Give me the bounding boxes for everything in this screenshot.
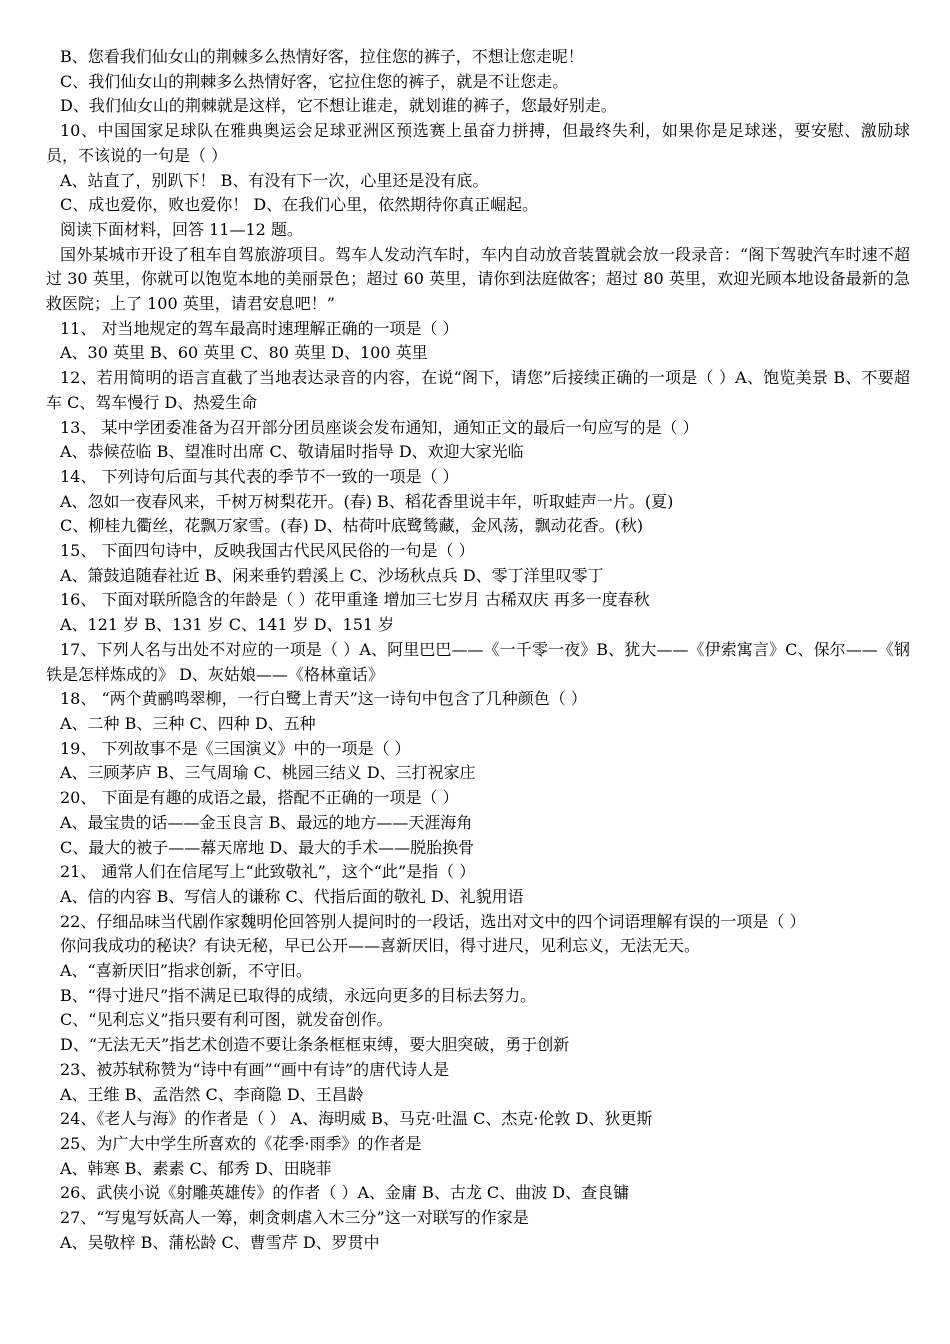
text-line: 14、 下列诗句后面与其代表的季节不一致的一项是（ ）: [60, 466, 459, 486]
text-line: A、信的内容 B、写信人的谦称 C、代指后面的敬礼 D、礼貌用语: [60, 886, 524, 906]
text-line: C、最大的被子——幕天席地 D、最大的手术——脱胎换骨: [60, 837, 475, 857]
text-line: C、我们仙女山的荆棘多么热情好客，它拉住您的裤子，就是不让您走。: [60, 71, 569, 91]
text-line: C、“见利忘义”指只要有利可图，就发奋创作。: [60, 1010, 393, 1030]
text-line: B、您看我们仙女山的荆棘多么热情好客，拉住您的裤子，不想让您走呢！: [60, 47, 584, 66]
text-line: D、我们仙女山的荆棘就是这样，它不想让谁走，就划谁的裤子，您最好别走。: [60, 96, 617, 116]
text-line: D、“无法无天”指艺术创造不要让条条框框束缚，要大胆突破，勇于创新: [60, 1035, 570, 1055]
text-line: 13、 某中学团委准备为召开部分团员座谈会发布通知，通知正文的最后一句应写的是（ ）: [60, 417, 699, 437]
text-line: 22、仔细品味当代剧作家魏明伦回答别人提问时的一段话，选出对文中的四个词语理解有误的一项是（ ）: [60, 911, 806, 931]
text-line: 20、 下面是有趣的成语之最，搭配不正确的一项是（ ）: [60, 788, 459, 808]
text-line: 16、 下面对联所隐含的年龄是（ ）花甲重逢 增加三七岁月 古稀双庆 再多一度春秋: [60, 590, 650, 610]
text-line: A、“喜新厌旧”指求创新，不守旧。: [60, 961, 312, 981]
text-line: 15、 下面四句诗中，反映我国古代民风民俗的一句是（ ）: [60, 541, 475, 561]
document-body: [46, 45, 910, 1255]
text-line: 12、若用简明的语言直截了当地表达录音的内容，在说“阁下，请您”后接续正确的一项是（ ）A、饱览美景 B、不要超车 C、驾车慢行 D、热爱生命: [46, 368, 910, 412]
text-line: A、121 岁 B、131 岁 C、141 岁 D、151 岁: [60, 615, 395, 635]
text-line: 26、武侠小说《射雕英雄传》的作者（ ）A、金庸 B、古龙 C、曲波 D、查良镛: [60, 1183, 630, 1203]
text-line: 国外某城市开设了租车自驾旅游项目。驾车人发动汽车时，车内自动放音装置就会放一段录音：“阁下驾驶汽车时速不超过 30 英里，你就可以饱览本地的美丽景色；超过 60 英里，请你到法庭做客；超过 80 英里，欢迎光顾本地设备最新的急救医院；上了 100 英里，请君安息吧！”: [46, 244, 910, 314]
text-line: 18、 “两个黄鹂鸣翠柳，一行白鹭上青天”这一诗句中包含了几种颜色（ ）: [60, 689, 587, 709]
text-line: A、忽如一夜春风来，千树万树梨花开。(春) B、稻花香里说丰年，听取蛙声一片。(夏): [60, 491, 674, 511]
text-line: B、“得寸进尺”指不满足已取得的成绩，永远向更多的目标去努力。: [60, 985, 537, 1005]
text-line: A、王维 B、孟浩然 C、李商隐 D、王昌龄: [60, 1084, 364, 1104]
text-line: A、韩寒 B、素素 C、郁秀 D、田晓菲: [60, 1158, 332, 1178]
text-line: 19、 下列故事不是《三国演义》中的一项是（ ）: [60, 738, 411, 758]
text-line: A、箫鼓追随春社近 B、闲来垂钓碧溪上 C、沙场秋点兵 D、零丁洋里叹零丁: [60, 565, 604, 585]
text-line: C、成也爱你，败也爱你！ D、在我们心里，依然期待你真正崛起。: [60, 195, 539, 215]
text-line: A、二种 B、三种 C、四种 D、五种: [60, 713, 316, 733]
text-line: A、30 英里 B、60 英里 C、80 英里 D、100 英里: [60, 343, 428, 363]
text-line: 11、 对当地规定的驾车最高时速理解正确的一项是（ ）: [60, 318, 459, 338]
text-line: C、柳桂九衢丝，花飘万家雪。(春) D、枯荷叶底鹭鸶藏，金风荡，飘动花香。(秋): [60, 516, 644, 536]
text-line: A、最宝贵的话——金玉良言 B、最远的地方——天涯海角: [60, 812, 473, 832]
text-line: 23、被苏轼称赞为“诗中有画”“画中有诗”的唐代诗人是: [60, 1059, 450, 1079]
text-line: A、吴敬梓 B、蒲松龄 C、曹雪芹 D、罗贯中: [60, 1232, 380, 1252]
text-line: 阅读下面材料，回答 11—12 题。: [60, 219, 303, 239]
text-line: 21、 通常人们在信尾写上“此致敬礼”，这个“此”是指（ ）: [60, 862, 476, 882]
text-line: A、三顾茅庐 B、三气周瑜 C、桃园三结义 D、三打祝家庄: [60, 763, 476, 783]
text-line: A、站直了，别趴下！ B、有没有下一次，心里还是没有底。: [60, 170, 489, 190]
text-line: 17、下列人名与出处不对应的一项是（ ）A、阿里巴巴——《一千零一夜》B、犹大——《伊索寓言》C、保尔——《钢铁是怎样炼成的》 D、灰姑娘——《格林童话》: [46, 639, 910, 684]
text-line: 10、中国国家足球队在雅典奥运会足球亚洲区预选赛上虽奋力拼搏，但最终失利，如果你是足球迷，要安慰、激励球员，不该说的一句是（ ）: [46, 121, 910, 165]
text-line: A、恭候莅临 B、望准时出席 C、敬请届时指导 D、欢迎大家光临: [60, 442, 524, 462]
text-line: 你问我成功的秘诀？有诀无秘，早已公开——喜新厌旧，得寸进尺，见利忘义，无法无天。: [60, 936, 701, 956]
text-line: 27、“写鬼写妖高人一筹，刺贪刺虐入木三分”这一对联写的作家是: [60, 1208, 529, 1228]
text-line: 25、为广大中学生所喜欢的《花季·雨季》的作者是: [60, 1133, 422, 1153]
text-line: 24、《老人与海》的作者是（ ） A、海明威 B、马克·吐温 C、杰克·伦敦 D、狄更斯: [60, 1109, 653, 1129]
